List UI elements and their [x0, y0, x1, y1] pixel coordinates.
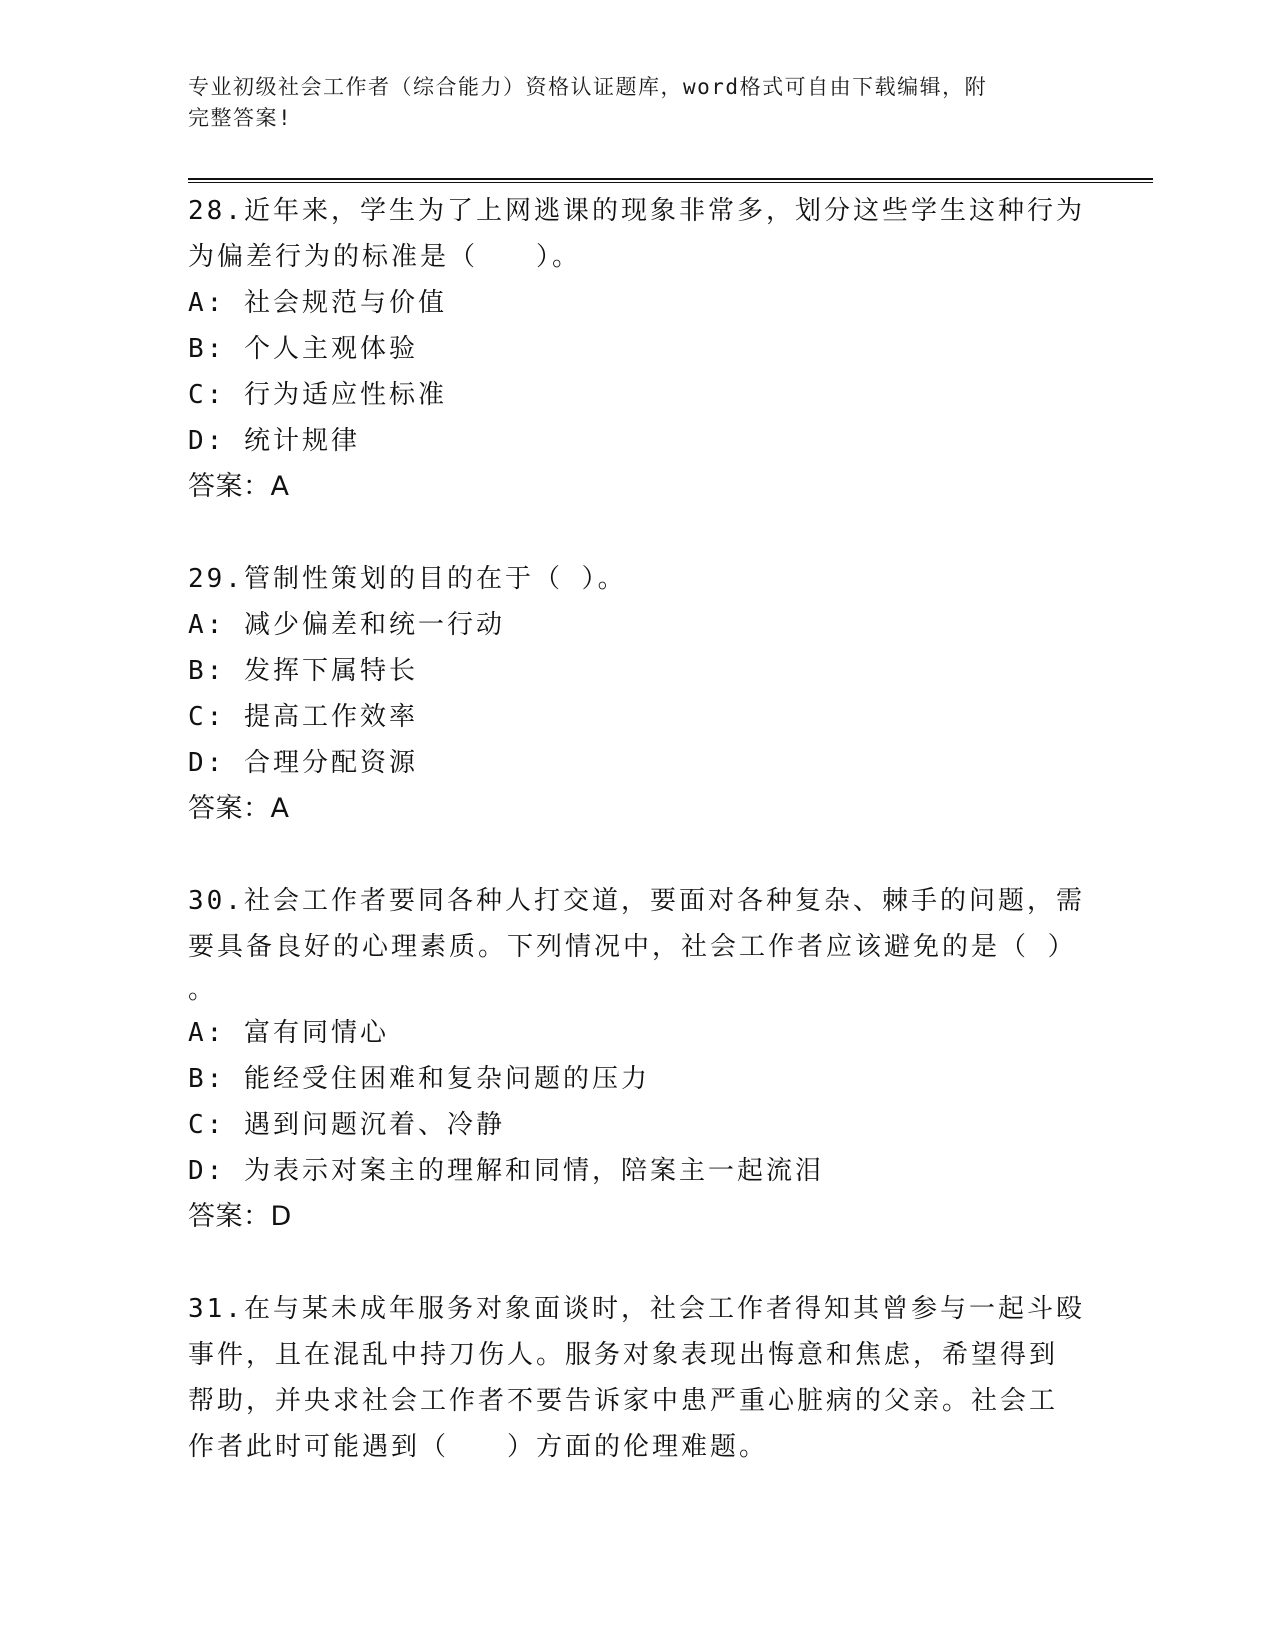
option-a: A: 减少偏差和统一行动: [188, 610, 505, 640]
question-28: [188, 188, 1088, 510]
option-a: A: 社会规范与价值: [188, 288, 447, 318]
question-29: [188, 556, 1088, 832]
question-list: [188, 188, 1088, 1470]
question-stem-line: 帮助，并央求社会工作者不要告诉家中患严重心脏病的父亲。社会工: [188, 1386, 1059, 1416]
option-c: C: 行为适应性标准: [188, 380, 447, 410]
question-31: [188, 1286, 1088, 1470]
answer: 答案：D: [188, 1201, 292, 1232]
question-stem-tail: 。: [188, 975, 215, 1005]
spacer: [188, 832, 1088, 878]
question-stem-line: 30.社会工作者要同各种人打交道，要面对各种复杂、棘手的问题，需: [188, 886, 1085, 916]
question-stem-line: 31.在与某未成年服务对象面谈时，社会工作者得知其曾参与一起斗殴: [188, 1294, 1085, 1324]
option-b: B: 发挥下属特长: [188, 656, 418, 686]
option-b: B: 个人主观体验: [188, 334, 418, 364]
question-stem-line: 作者此时可能遇到（ ）方面的伦理难题。: [188, 1432, 769, 1462]
answer: 答案：A: [188, 793, 290, 824]
header-line-2: 完整答案!: [188, 106, 293, 130]
option-c: C: 提高工作效率: [188, 702, 418, 732]
spacer: [188, 510, 1088, 556]
header-divider: [188, 178, 1153, 183]
answer: 答案：A: [188, 471, 290, 502]
question-stem-line: 事件，且在混乱中持刀伤人。服务对象表现出悔意和焦虑，希望得到: [188, 1340, 1059, 1370]
spacer: [188, 1240, 1088, 1286]
option-c: C: 遇到问题沉着、冷静: [188, 1110, 505, 1140]
question-30: [188, 878, 1088, 1240]
option-d: D: 为表示对案主的理解和同情，陪案主一起流泪: [188, 1156, 824, 1186]
option-d: D: 统计规律: [188, 426, 360, 456]
question-stem-line: 要具备良好的心理素质。下列情况中，社会工作者应该避免的是（ ）: [188, 932, 1077, 962]
header-line-1: 专业初级社会工作者（综合能力）资格认证题库，word格式可自由下载编辑，附: [188, 75, 988, 99]
option-a: A: 富有同情心: [188, 1018, 389, 1048]
option-d: D: 合理分配资源: [188, 748, 418, 778]
question-stem-line: 为偏差行为的标准是（ ）。: [188, 242, 582, 272]
question-stem-line: 28.近年来，学生为了上网逃课的现象非常多，划分这些学生这种行为: [188, 196, 1085, 226]
page-header: [188, 72, 1068, 134]
question-stem-line: 29.管制性策划的目的在于（ ）。: [188, 564, 627, 594]
option-b: B: 能经受住困难和复杂问题的压力: [188, 1064, 650, 1094]
